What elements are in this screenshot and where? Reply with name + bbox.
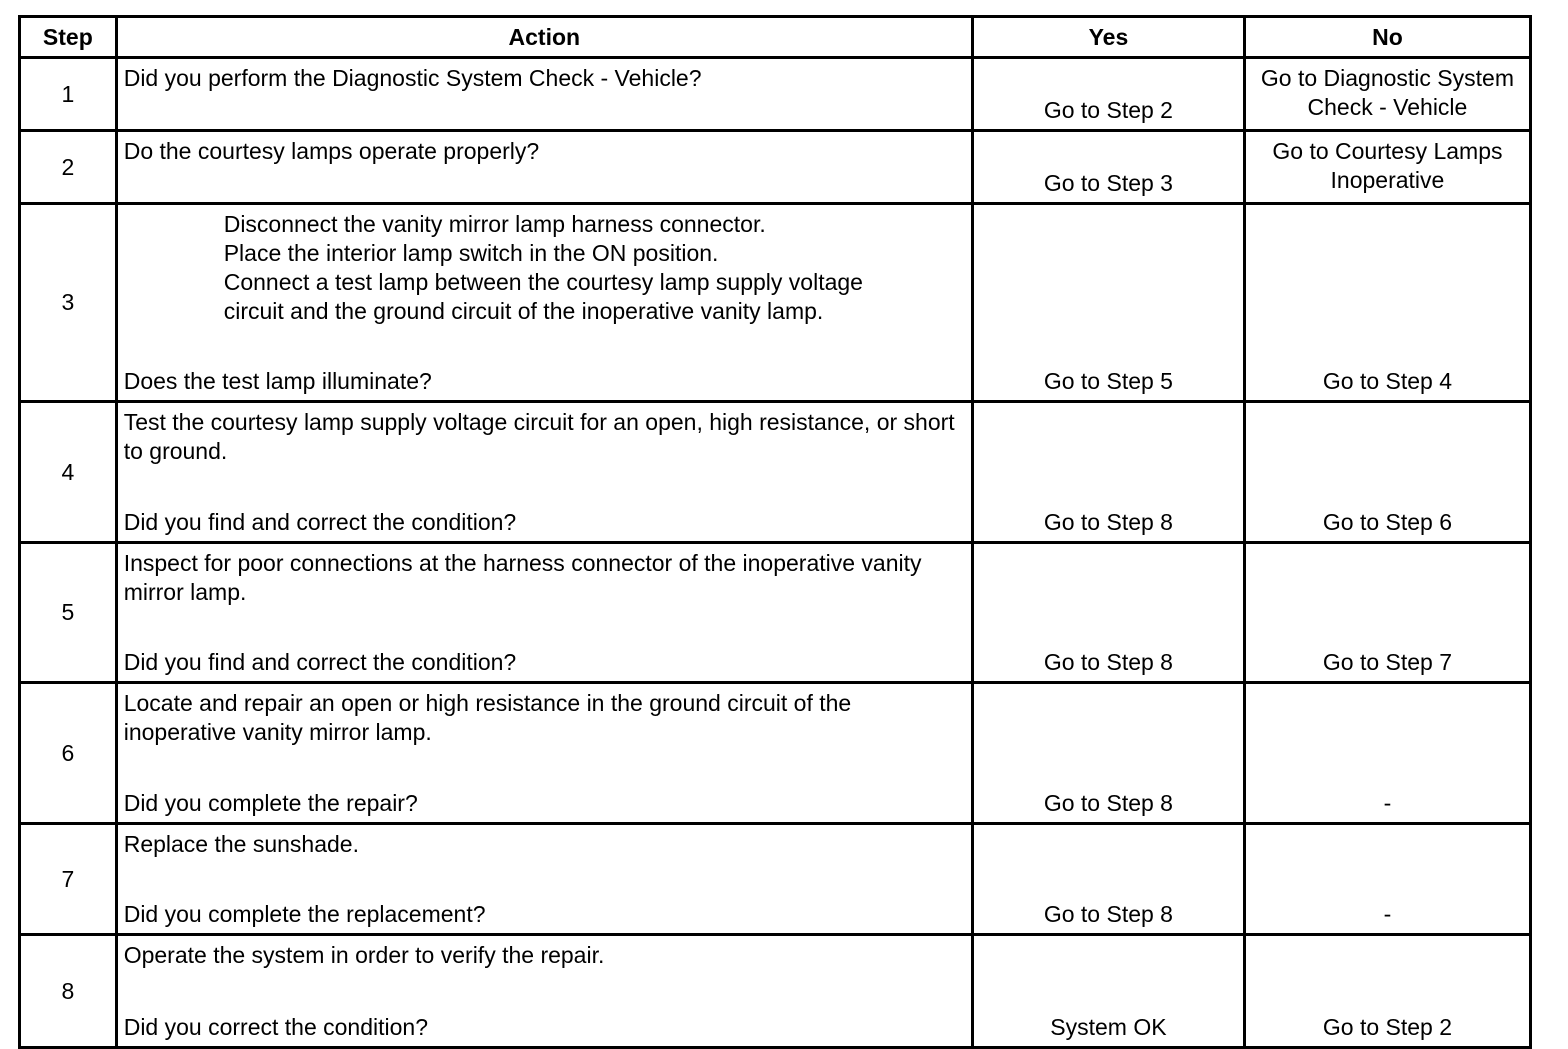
step-number: 2	[20, 131, 117, 204]
table-row	[20, 824, 1531, 935]
action-question: Did you find and correct the condition?	[123, 509, 517, 535]
header-yes: Yes	[972, 17, 1244, 58]
yes-cell	[972, 824, 1244, 935]
step-number: 8	[20, 935, 117, 1048]
action-question: Did you complete the replacement?	[123, 901, 486, 927]
no-result: Go to Courtesy Lamps Inoperative	[1272, 138, 1503, 193]
action-cell	[116, 543, 972, 683]
yes-cell	[972, 402, 1244, 543]
step-number: 7	[20, 824, 117, 935]
no-cell	[1244, 402, 1530, 543]
no-result: Go to Step 6	[1322, 509, 1453, 535]
table-row	[20, 543, 1531, 683]
action-text: Place the interior lamp switch in the ON position.	[223, 240, 719, 266]
no-result: Go to Step 4	[1322, 368, 1453, 394]
action-text: Did you perform the Diagnostic System Check - Vehicle?	[123, 65, 702, 91]
action-steps	[124, 210, 963, 326]
yes-cell	[972, 58, 1244, 131]
action-text: Disconnect the vanity mirror lamp harness connector.	[223, 211, 766, 237]
action-text: Do the courtesy lamps operate properly?	[123, 138, 540, 164]
action-text: Connect a test lamp between the courtesy lamp supply voltage circuit and the ground circuit of the inoperative vanity lamp.	[223, 269, 863, 324]
action-cell	[116, 935, 972, 1048]
table-row	[20, 131, 1531, 204]
action-text: Inspect for poor connections at the harness connector of the inoperative vanity mirror lamp.	[123, 550, 922, 605]
header-step: Step	[20, 17, 117, 58]
action-question: Does the test lamp illuminate?	[123, 368, 432, 394]
yes-cell	[972, 935, 1244, 1048]
no-cell	[1244, 683, 1530, 824]
action-text: Test the courtesy lamp supply voltage circuit for an open, high resistance, or short to ground.	[123, 409, 955, 464]
no-cell	[1244, 824, 1530, 935]
step-number: 4	[20, 402, 117, 543]
step-number: 6	[20, 683, 117, 824]
yes-result: Go to Step 8	[1043, 649, 1173, 675]
no-result: Go to Step 2	[1322, 1014, 1453, 1040]
action-question: Did you correct the condition?	[123, 1014, 428, 1040]
step-number: 3	[20, 204, 117, 402]
table-row	[20, 683, 1531, 824]
table-row	[20, 58, 1531, 131]
action-text: Replace the sunshade.	[123, 831, 359, 857]
no-cell	[1244, 543, 1530, 683]
yes-result: Go to Step 8	[1043, 509, 1173, 535]
yes-result: System OK	[1050, 1014, 1167, 1040]
no-cell	[1244, 204, 1530, 402]
action-cell	[116, 402, 972, 543]
no-result: Go to Diagnostic System Check - Vehicle	[1260, 65, 1514, 120]
yes-cell	[972, 131, 1244, 204]
action-question: Did you find and correct the condition?	[123, 649, 517, 675]
action-cell	[116, 204, 972, 402]
no-cell	[1244, 58, 1530, 131]
no-cell	[1244, 131, 1530, 204]
yes-cell	[972, 204, 1244, 402]
action-cell	[116, 683, 972, 824]
action-cell	[116, 824, 972, 935]
diagnostic-table	[18, 15, 1532, 1049]
action-cell	[116, 58, 972, 131]
no-result: -	[1383, 790, 1392, 816]
action-question: Did you complete the repair?	[123, 790, 418, 816]
action-text: Operate the system in order to verify the repair.	[123, 942, 605, 968]
table-row	[20, 402, 1531, 543]
yes-cell	[972, 683, 1244, 824]
header-no: No	[1244, 17, 1530, 58]
yes-cell	[972, 543, 1244, 683]
yes-result: Go to Step 8	[1043, 901, 1173, 927]
no-result: -	[1383, 901, 1392, 927]
table-row	[20, 204, 1531, 402]
action-text: Locate and repair an open or high resistance in the ground circuit of the inoperative vanity mirror lamp.	[123, 690, 852, 745]
action-cell	[116, 131, 972, 204]
step-number: 5	[20, 543, 117, 683]
no-result: Go to Step 7	[1322, 649, 1453, 675]
yes-result: Go to Step 5	[1043, 368, 1173, 394]
yes-result: Go to Step 3	[1043, 170, 1173, 196]
step-number: 1	[20, 58, 117, 131]
header-row	[20, 17, 1531, 58]
header-action: Action	[116, 17, 972, 58]
yes-result: Go to Step 2	[1043, 97, 1173, 123]
yes-result: Go to Step 8	[1043, 790, 1173, 816]
table-row	[20, 935, 1531, 1048]
no-cell	[1244, 935, 1530, 1048]
